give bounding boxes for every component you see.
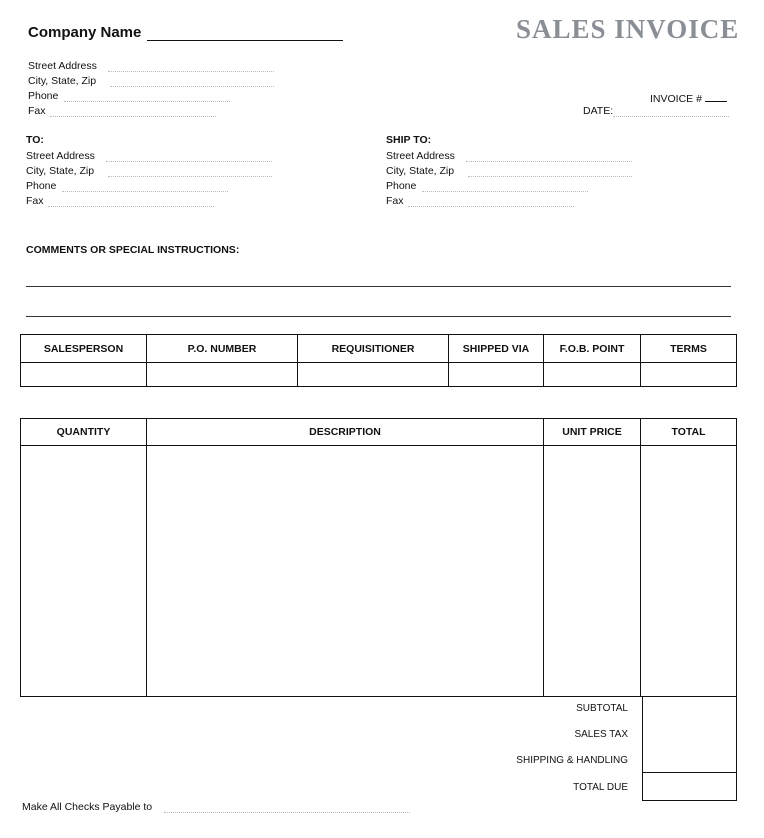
- field-label: Street Address: [26, 150, 95, 162]
- field-label: Fax: [26, 195, 44, 207]
- fob-point-cell[interactable]: [544, 363, 641, 387]
- sales-tax-label: SALES TAX: [574, 729, 628, 740]
- fill-line: [108, 176, 272, 177]
- company-name-field[interactable]: [28, 24, 343, 41]
- fill-line: [108, 71, 274, 72]
- comments-label: COMMENTS OR SPECIAL INSTRUCTIONS:: [26, 244, 240, 256]
- company-fax-field[interactable]: [28, 104, 216, 118]
- header-terms: TERMS: [641, 335, 737, 363]
- requisitioner-cell[interactable]: [298, 363, 449, 387]
- payable-to-field[interactable]: [22, 800, 410, 814]
- bill-to-label: TO:: [26, 134, 44, 146]
- po-number-cell[interactable]: [147, 363, 298, 387]
- bill-to-city-field[interactable]: [26, 164, 272, 178]
- fill-line: [422, 191, 588, 192]
- company-city-field[interactable]: [28, 74, 274, 88]
- field-label: City, State, Zip: [28, 75, 97, 87]
- order-info-header-row: [21, 335, 737, 363]
- comments-line-2[interactable]: [26, 316, 731, 317]
- company-name-line: [147, 26, 343, 41]
- field-label: Fax: [28, 105, 46, 117]
- total-due-label: TOTAL DUE: [573, 782, 628, 793]
- field-label: City, State, Zip: [26, 165, 95, 177]
- field-label: Phone: [28, 90, 59, 102]
- company-name-label: Company Name: [28, 24, 142, 41]
- salesperson-cell[interactable]: [21, 363, 147, 387]
- header-salesperson: SALESPERSON: [21, 335, 147, 363]
- fill-line: [468, 176, 632, 177]
- company-street-field[interactable]: [28, 59, 274, 73]
- ship-to-phone-field[interactable]: [386, 179, 588, 193]
- date-field[interactable]: [583, 104, 729, 118]
- header-requisitioner: REQUISITIONER: [298, 335, 449, 363]
- header-unit-price: UNIT PRICE: [544, 419, 641, 446]
- shipping-handling-label: SHIPPING & HANDLING: [516, 755, 628, 766]
- bill-to-fax-field[interactable]: [26, 194, 214, 208]
- fill-line: [50, 116, 216, 117]
- fill-line: [48, 206, 214, 207]
- total-cell[interactable]: [641, 446, 737, 697]
- total-due-box[interactable]: [642, 772, 737, 801]
- field-label: Street Address: [386, 150, 455, 162]
- bill-to-phone-field[interactable]: [26, 179, 228, 193]
- fill-line: [64, 101, 230, 102]
- date-label: DATE:: [583, 105, 614, 117]
- header-fob-point: F.O.B. POINT: [544, 335, 641, 363]
- ship-to-label: SHIP TO:: [386, 134, 432, 146]
- fill-line: [408, 206, 574, 207]
- field-label: Phone: [386, 180, 417, 192]
- line-items-header-row: [21, 419, 737, 446]
- header-shipped-via: SHIPPED VIA: [449, 335, 544, 363]
- comments-line-1[interactable]: [26, 286, 731, 287]
- fill-line: [110, 86, 274, 87]
- invoice-number-label: INVOICE #: [650, 93, 702, 105]
- totals-box[interactable]: [642, 696, 737, 773]
- field-label: City, State, Zip: [386, 165, 455, 177]
- shipped-via-cell[interactable]: [449, 363, 544, 387]
- fill-line: [164, 812, 410, 813]
- ship-to-street-field[interactable]: [386, 149, 632, 163]
- invoice-title: SALES INVOICE: [516, 14, 740, 44]
- header-po-number: P.O. NUMBER: [147, 335, 298, 363]
- line-items-table: [20, 418, 737, 697]
- unit-price-cell[interactable]: [544, 446, 641, 697]
- order-info-table: [20, 334, 737, 387]
- fill-line: [705, 91, 727, 102]
- header-total: TOTAL: [641, 419, 737, 446]
- quantity-cell[interactable]: [21, 446, 147, 697]
- header-description: DESCRIPTION: [147, 419, 544, 446]
- fill-line: [106, 161, 272, 162]
- field-label: Fax: [386, 195, 404, 207]
- fill-line: [62, 191, 228, 192]
- invoice-number-field[interactable]: [650, 91, 727, 105]
- bill-to-street-field[interactable]: [26, 149, 272, 163]
- field-label: Street Address: [28, 60, 97, 72]
- subtotal-label: SUBTOTAL: [576, 703, 628, 714]
- fill-line: [613, 116, 729, 117]
- ship-to-city-field[interactable]: [386, 164, 632, 178]
- header-quantity: QUANTITY: [21, 419, 147, 446]
- company-phone-field[interactable]: [28, 89, 230, 103]
- order-info-row: [21, 363, 737, 387]
- field-label: Phone: [26, 180, 57, 192]
- line-items-body-row: [21, 446, 737, 697]
- payable-to-label: Make All Checks Payable to: [22, 801, 153, 813]
- ship-to-fax-field[interactable]: [386, 194, 574, 208]
- description-cell[interactable]: [147, 446, 544, 697]
- terms-cell[interactable]: [641, 363, 737, 387]
- fill-line: [466, 161, 632, 162]
